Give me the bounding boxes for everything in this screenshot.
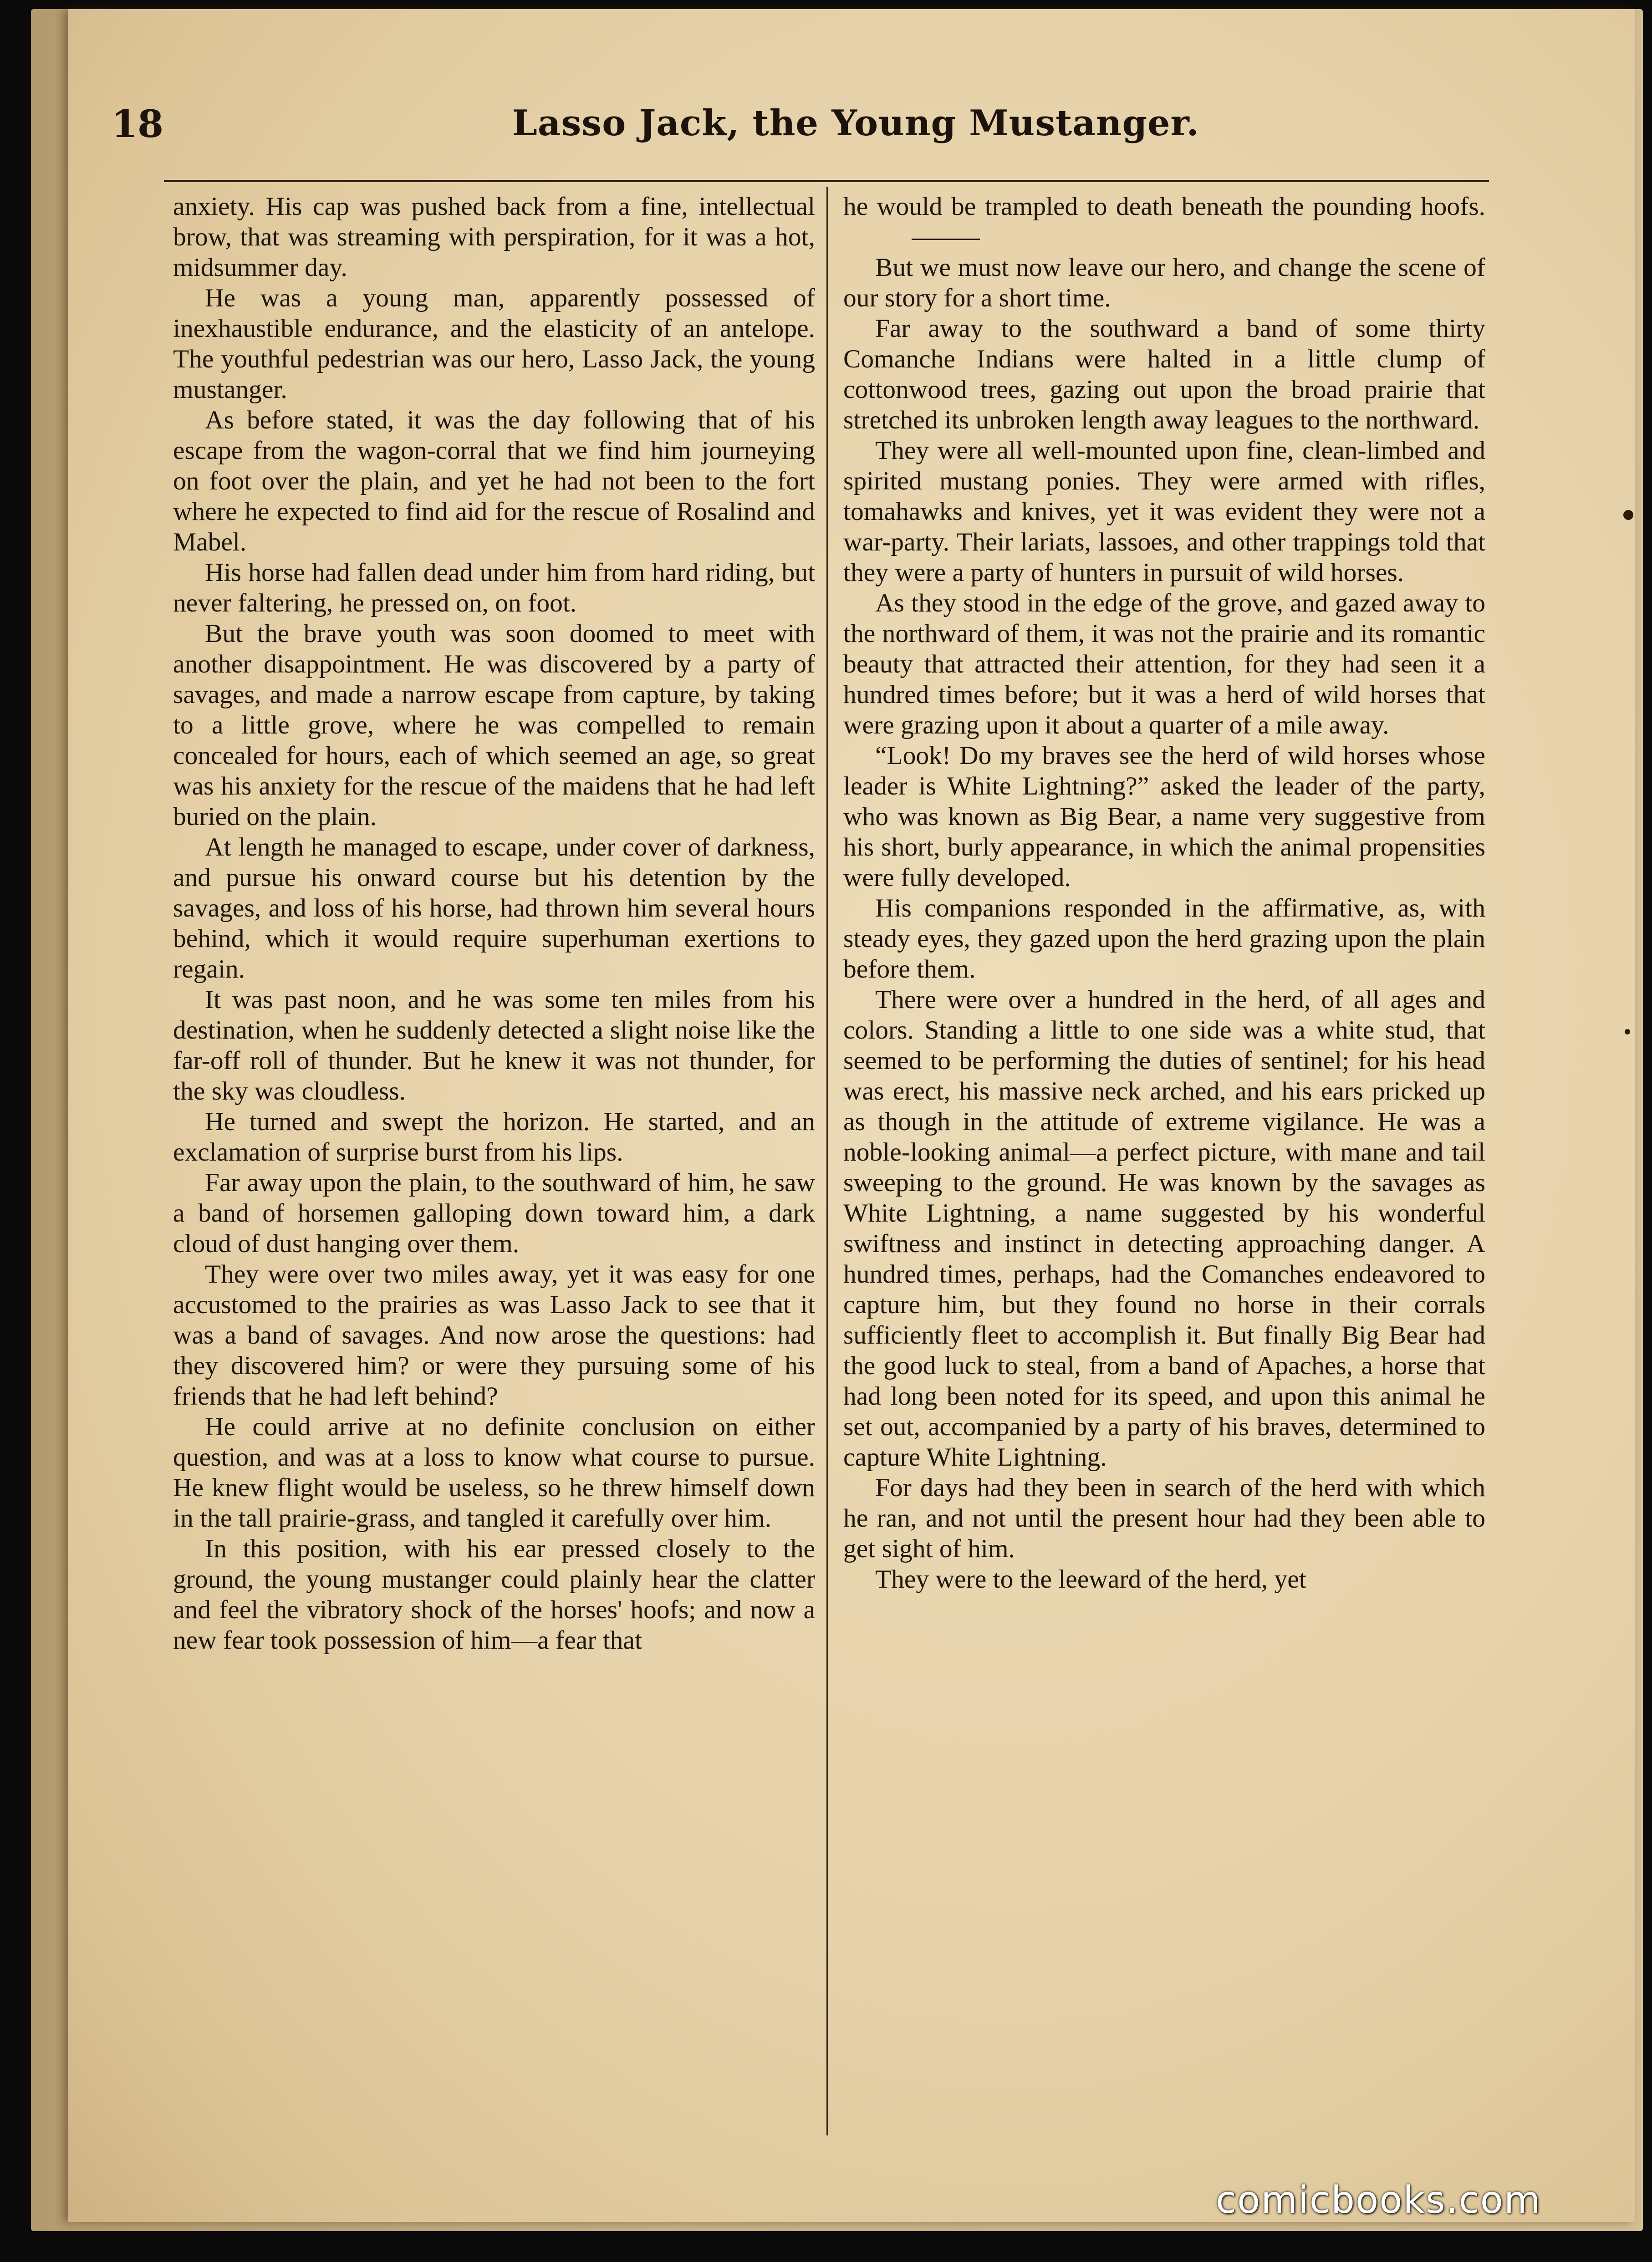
paragraph: For days had they been in search of the herd with which he ran, and not until the present hour had they been able to get sight of him.: [843, 1473, 1485, 1563]
section-break-rule: [912, 239, 980, 240]
binding-hole: [1625, 1029, 1630, 1034]
paragraph: [843, 191, 1485, 252]
paragraph: They were to the leeward of the herd, yet: [875, 1565, 1306, 1594]
paragraph: As before stated, it was the day following that of his escape from the wagon-corral that we find him journeying on foot over the plain, and yet he had not been to the fort where he expected to find aid for the rescue of Rosalind and Mabel.: [173, 406, 815, 556]
binding-hole: [1623, 510, 1633, 520]
running-title: Lasso Jack, the Young Mustanger.: [512, 102, 1199, 144]
paragraph: At length he managed to escape, under cover of darkness, and pursue his onward course but his detention by the savages, and loss of his horse, had thrown him several hours behind, which it would require superhuman exertions to regain.: [173, 833, 815, 983]
paragraph: They were over two miles away, yet it was easy for one accustomed to the prairies as was Lasso Jack to see that it was a band of savages. And now arose the questions: had they discovered him? or were they pursuing some of his friends that he had left behind?: [173, 1260, 815, 1411]
paragraph: Far away to the southward a band of some thirty Comanche Indians were halted in a little clump of cottonwood trees, gazing out upon the broad prairie that stretched its unbroken length away leagues to the northward.: [843, 314, 1485, 434]
paragraph: Far away upon the plain, to the southward of him, he saw a band of horsemen galloping down toward him, a dark cloud of dust hanging over them.: [173, 1168, 815, 1258]
column-divider: [826, 187, 828, 2135]
paragraph: But the brave youth was soon doomed to meet with another disappointment. He was discovered by a party of savages, and made a narrow escape from capture, by taking to a little grove, where he was compelled to remain concealed for hours, each of which seemed an age, so great was his anxiety for the rescue of the maidens that he had left buried on the plain.: [173, 619, 815, 831]
paragraph: “Look! Do my braves see the herd of wild horses whose leader is White Lightning?” asked the leader of the party, who was known as Big Bear, a name very suggestive from his short, burly appearance, in which the animal propensities were fully developed.: [843, 741, 1485, 892]
paragraph: But we must now leave our hero, and change the scene of our story for a short time.: [843, 253, 1485, 312]
paragraph: He was a young man, apparently possessed of inexhaustible endurance, and the elasticity of an antelope. The youthful pedestrian was our hero, Lasso Jack, the young mustanger.: [173, 284, 815, 404]
header-rule: [164, 180, 1489, 182]
watermark: comicbooks.com: [1216, 2179, 1541, 2222]
page-number: 18: [112, 102, 164, 146]
right-column: [843, 191, 1485, 2135]
paragraph: It was past noon, and he was some ten miles from his destination, when he suddenly detected a slight noise like the far-off roll of thunder. But he knew it was not thunder, for the sky was cloudless.: [173, 985, 815, 1106]
paragraph: He could arrive at no definite conclusion on either question, and was at a loss to know what course to pursue. He knew flight would be useless, so he threw himself down in the tall prairie-grass, and tangled it carefully over him.: [173, 1412, 815, 1533]
paragraph: There were over a hundred in the herd, of all ages and colors. Standing a little to one side was a white stud, that seemed to be performing the duties of sentinel; for his head was erect, his massive neck arched, and his ears pricked up as though in the attitude of extreme vigilance. He was a noble-looking animal—a perfect picture, with mane and tail sweeping to the ground. He was known by the savages as White Lightning, a name suggested by his wonderful swiftness and instinct in detecting approaching danger. A hundred times, perhaps, had the Comanches endeavored to capture him, but they found no horse in their corrals sufficiently fleet to accomplish it. But finally Big Bear had the good luck to steal, from a band of Apaches, a horse that had long been noted for its speed, and upon this animal he set out, accompanied by a party of his braves, determined to capture White Lightning.: [843, 985, 1485, 1472]
paragraph: He turned and swept the horizon. He started, and an exclamation of surprise burst from his lips.: [173, 1107, 815, 1167]
paragraph: In this position, with his ear pressed closely to the ground, the young mustanger could plainly hear the clatter and feel the vibratory shock of the horses' hoofs; and now a new fear took possession of him—a fear that: [173, 1534, 815, 1655]
left-column: [173, 191, 815, 2135]
paragraph: As they stood in the edge of the grove, and gazed away to the northward of them, it was not the prairie and its romantic beauty that attracted their attention, for they had seen it a hundred times before; but it was a herd of wild horses that were grazing upon it about a quarter of a mile away.: [843, 589, 1485, 739]
paragraph: They were all well-mounted upon fine, clean-limbed and spirited mustang ponies. They were armed with rifles, tomahawks and knives, yet it was evident they were not a war-party. Their lariats, lassoes, and other trappings told that they were a party of hunters in pursuit of wild horses.: [843, 436, 1485, 587]
paragraph: anxiety. His cap was pushed back from a fine, intellectual brow, that was streaming with perspiration, for it was a hot, midsummer day.: [173, 192, 815, 282]
page-header: [112, 102, 1318, 157]
paragraph: His companions responded in the affirmative, as, with steady eyes, they gazed upon the herd grazing upon the plain before them.: [843, 894, 1485, 983]
paragraph-text: he would be trampled to death beneath the pounding hoofs.: [843, 192, 1485, 221]
paragraph: His horse had fallen dead under him from hard riding, but never faltering, he pressed on, on foot.: [173, 558, 815, 617]
